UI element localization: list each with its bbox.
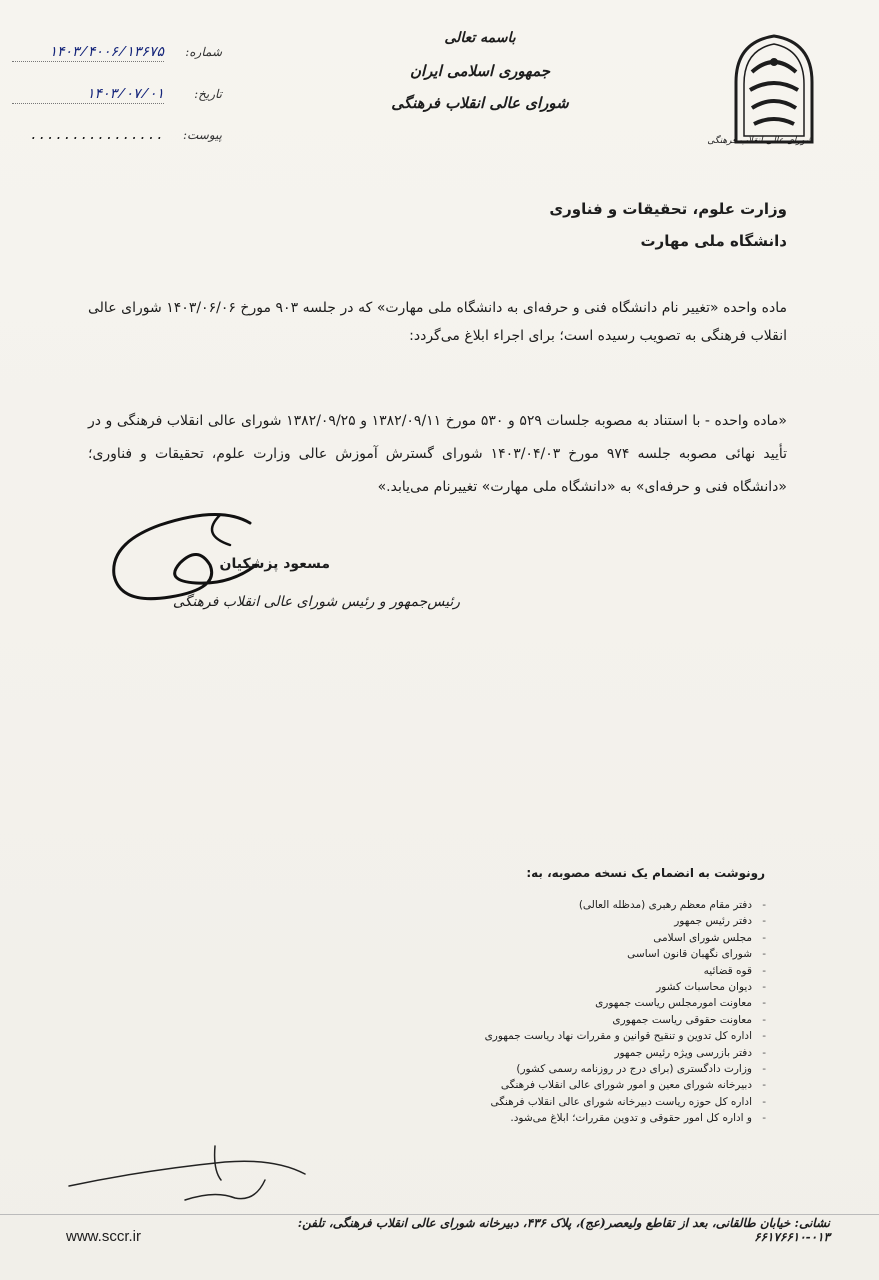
cc-item: - مجلس شورای اسلامی bbox=[420, 930, 770, 946]
cc-item: - معاونت حقوقی ریاست جمهوری bbox=[420, 1012, 770, 1028]
attachment-row bbox=[12, 128, 222, 170]
country-name: جمهوری اسلامی ایران bbox=[409, 62, 551, 80]
number-label: شماره: bbox=[185, 45, 222, 59]
cc-item: - شورای نگهبان قانون اساسی bbox=[420, 946, 770, 962]
cc-item: - و اداره کل امور حقوقی و تدوین مقررات؛ ابلاغ می‌شود. bbox=[420, 1110, 770, 1126]
date-label: تاریخ: bbox=[194, 87, 222, 101]
footer-divider bbox=[0, 1214, 879, 1215]
body-paragraph-1: ماده واحده «تغییر نام دانشگاه فنی و حرفه‌ای به دانشگاه ملی مهارت» که در جلسه ۹۰۳ مورخ ۱۴۰۳/۰۶/۰۶ شورای عالی انقلاب فرهنگی به تصویب رسیده است؛ برای اجراء ابلاغ می‌گردد: bbox=[88, 300, 787, 344]
signatory-title: رئیس‌جمهور و رئیس شورای عالی انقلاب فرهنگی bbox=[172, 594, 460, 610]
cc-item: - اداره کل تدوین و تنقیح قوانین و مقررات نهاد ریاست جمهوری bbox=[420, 1028, 770, 1044]
addressee-university: دانشگاه ملی مهارت bbox=[640, 232, 787, 250]
addressees bbox=[387, 193, 787, 257]
cc-item: - قوه قضائیه bbox=[420, 963, 770, 979]
letterhead bbox=[390, 30, 570, 112]
basmala: باسمه تعالی bbox=[444, 30, 516, 46]
number-value: ۱۴۰۳/۴۰۰۶/۱۳۶۷۵ bbox=[12, 44, 164, 62]
letter-meta bbox=[12, 44, 222, 170]
cc-item: - دفتر بازرسی ویژه رئیس جمهور bbox=[420, 1045, 770, 1061]
body-paragraph-2: «ماده واحده - با استناد به مصوبه جلسات ۵۲۹ و ۵۳۰ مورخ ۱۳۸۲/۰۹/۱۱ و ۱۳۸۲/۰۹/۲۵ شورای عالی انقلاب فرهنگی و در تأیید نهائی مصوبه جلسه ۹۷۴ مورخ ۱۴۰۳/۰۴/۰۳ شورای گسترش آموزش عالی وزارت علوم، تحقیقات و فناوری؛ «دانشگاه فنی و حرفه‌ای» به «دانشگاه ملی مهارت» تغییرنام می‌یابد.» bbox=[88, 413, 788, 495]
cc-item: - دفتر رئیس جمهور bbox=[420, 913, 770, 929]
cc-item: - وزارت دادگستری (برای درج در روزنامه رسمی کشور) bbox=[420, 1061, 770, 1077]
number-row bbox=[12, 44, 222, 86]
cc-item: - دیوان محاسبات کشور bbox=[420, 979, 770, 995]
cc-item: - دفتر مقام معظم رهبری (مدظله العالی) bbox=[420, 897, 770, 913]
cc-list bbox=[420, 897, 770, 1127]
cc-item: - اداره کل حوزه ریاست دبیرخانه شورای عالی انقلاب فرهنگی bbox=[420, 1094, 770, 1110]
council-address: نشانی: خیابان طالقانی، بعد از تقاطع ولیعصر(عج)، پلاک ۴۳۶، دبیرخانه شورای عالی انقلاب فرهنگی، تلفن: ۰۱۳-۶۶۱۷۶۶۱۰ bbox=[297, 1216, 830, 1244]
website-link[interactable]: www.sccr.ir bbox=[66, 1228, 141, 1245]
signatory-name: مسعود پزشکیان bbox=[219, 556, 330, 572]
addressee-ministry: وزارت علوم، تحقیقات و فناوری bbox=[549, 200, 787, 218]
cc-item: - دبیرخانه شورای معین و امور شورای عالی انقلاب فرهنگی bbox=[420, 1077, 770, 1093]
date-row bbox=[12, 86, 222, 128]
emblem-caption: شورای عالی انقلاب فرهنگی bbox=[707, 136, 813, 146]
date-value: ۱۴۰۳/۰۷/۰۱ bbox=[12, 86, 164, 104]
council-name: شورای عالی انقلاب فرهنگی bbox=[391, 94, 569, 112]
council-emblem-icon bbox=[728, 32, 820, 152]
attachment-label: پیوست: bbox=[182, 128, 222, 142]
attachment-value: ................ bbox=[29, 128, 164, 144]
cc-item: - معاونت امورمجلس ریاست جمهوری bbox=[420, 995, 770, 1011]
initials-icon bbox=[65, 1140, 325, 1210]
cc-heading: رونوشت به انضمام یک نسخه مصوبه، به: bbox=[526, 866, 765, 880]
